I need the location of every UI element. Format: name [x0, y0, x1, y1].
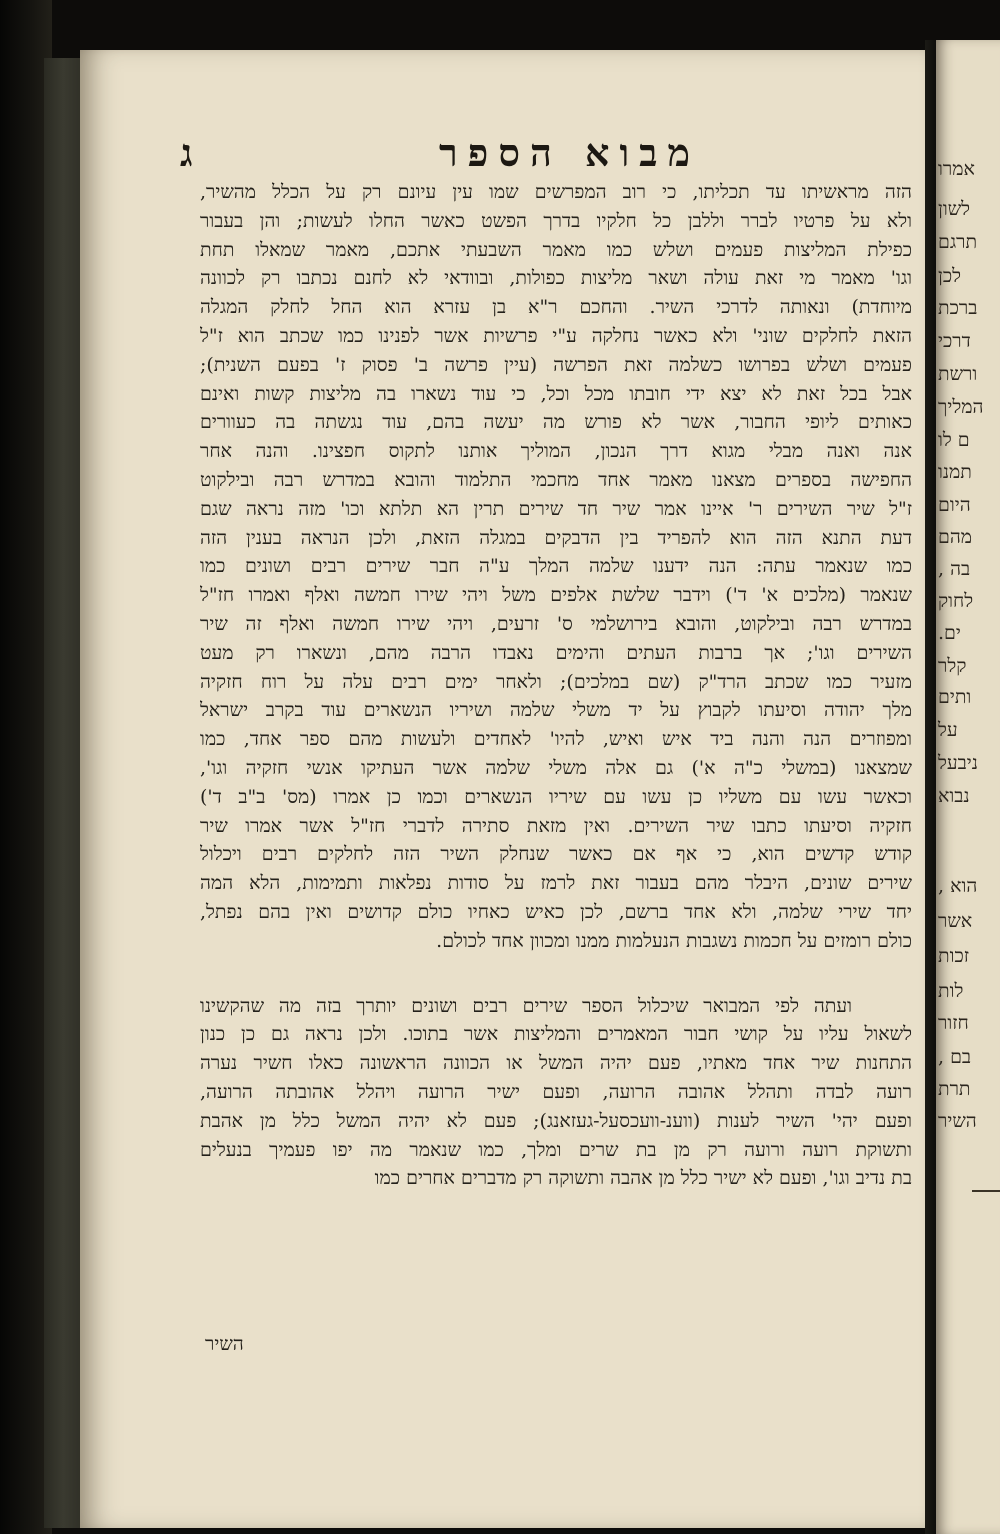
- text-line: מיוחדת) ונאותה לדרכי השיר. והחכם ר"א בן עזרא הוא החל לחלק המגלה: [200, 296, 912, 319]
- adjacent-page-fragment: אשר: [938, 910, 973, 932]
- text-line: במדרש רבה ובילקוט, והובא בירושלמי ס' זרעים, ויהי שירו חמשה ואלף זה שיר: [200, 612, 912, 635]
- adjacent-page-fragment: לחוק: [938, 590, 974, 612]
- text-line: אנה ואנה מבלי מגוא דרך הנכון, המוליך אותנו לתקוס חפצינו. והנה אחר: [200, 440, 912, 463]
- text-line: וכאשר עשו עם משליו כן עשו עם שיריו הנשארים וכמו כן אמרו (מס' ב"ב ד'): [200, 785, 912, 808]
- catchword: השיר: [205, 1333, 244, 1355]
- adjacent-page-fragment: דרכי: [938, 330, 971, 352]
- text-line: ופעם יהי' השיר לענות (ווענ-וועכסעל-געזאנג); פעם לא יהיה המשל כלל מן אהבת: [200, 1109, 912, 1132]
- adjacent-page-fragment: תמנו: [938, 461, 972, 483]
- text-line: ומפוזרים הנה והנה ביד איש ואיש, להיו' לאחדים ולעשות מהם ספר אחד, כמו: [200, 728, 912, 751]
- adjacent-page-fragment: הוא ,: [938, 875, 978, 897]
- text-line: הזאת לחלקים שוני' ולא כאשר נחלקה ע"י פרשיות אשר לפנינו כמו שכתב הוא ז"ל: [200, 324, 912, 347]
- text-line: לשאול עליו על קושי חבור המאמרים והמליצות אשר בתוכו. ולכן נראה גם כן כנון: [200, 1023, 912, 1046]
- text-line: כפילת המליצות פעמים ושלש כמו מאמר השבעתי אתכם, מאמר שמאלו תחת: [200, 238, 912, 261]
- text-line: ותשוקת רועה ורועה רק מן בת שרים ומלך, כמו שנאמר מה יפו פעמיך בנעלים: [200, 1138, 912, 1161]
- adjacent-page-fragment: נבוא: [938, 785, 970, 807]
- adjacent-page-fragment: המליך: [938, 396, 984, 418]
- adjacent-page-fragment: ותים: [938, 686, 972, 708]
- text-line: שירים שונים, היבלר מהם בעבור זאת לרמז על סודות נפלאות ותמימות, הלא המה: [200, 872, 912, 895]
- text-line: ועתה לפי המבואר שיכלול הספר שירים רבים ושונים יותרך בזה מה שהקשינו: [200, 994, 852, 1017]
- adjacent-page-fragment: על: [938, 719, 958, 741]
- text-line: החפישה בספרים מצאנו מאמר אחד מחכמי התלמוד והובא במדרש רבה ובילקוט: [200, 468, 912, 491]
- text-line: מזעיר כמו שכתב הרד"ק (שם במלכים); ולאחר ימים רבים עלה על רוח חזקיה: [200, 670, 912, 693]
- paragraph-gap: [200, 956, 912, 992]
- text-line: פעמים ושלש בפרושו כשלמה זאת הפרשה (עיין פרשה ב' פסוק ז' בפעם השנית);: [200, 353, 912, 376]
- text-line: חזקיה וסיעתו כתבו שיר השירים. ואין מזאת סתירה לדברי חז"ל אשר אמרו שיר: [200, 814, 912, 837]
- text-line: יחד שירי שלמה, ולא אחד ברשם, לכן כאיש כאחיו כולם קדושים ואין בהם נפתל,: [200, 900, 912, 923]
- adjacent-page-fragment: השיר: [938, 1110, 977, 1132]
- text-line: ולא על פרטיו לברר וללבן כל חלקיו בדרך הפשט כאשר החלו לעשות; והן בעבור: [200, 209, 912, 232]
- adjacent-page-fragment: בה ,: [938, 558, 971, 580]
- adjacent-page-fragment: ניבעל: [938, 752, 978, 774]
- adjacent-page-fragment: לות: [938, 980, 964, 1002]
- adjacent-page-fragment: מהם: [938, 526, 973, 548]
- adjacent-page-edge: [936, 40, 1000, 1534]
- adjacent-page-fragment: קלר: [938, 655, 967, 677]
- body-text: [200, 178, 912, 1193]
- adjacent-page-fragment: זכות: [938, 945, 970, 967]
- adjacent-page-fragment: לכן: [938, 265, 962, 287]
- text-line: שמצאנו (במשלי כ"ה א') גם אלה משלי שלמה אשר העתיקו אנשי חזקיה וגו',: [200, 756, 912, 779]
- text-line: בת נדיב וגו', ופעם לא ישיר כלל מן אהבה ותשוקה רק מדברים אחרים כמו: [374, 1167, 912, 1190]
- text-line: התחנות שיר אחד מאתיו, פעם יהיה המשל או הכוונה הראשונה כאלו חשיר נערה: [200, 1052, 912, 1075]
- adjacent-page-rule: [972, 1190, 1000, 1192]
- adjacent-page-fragment: אמרו: [938, 158, 975, 180]
- page-number: ג: [180, 130, 193, 175]
- adjacent-page-fragment: ורשת: [938, 363, 978, 385]
- text-line: מלך יהודה וסיעתו לקבוץ על יד משלי שלמה ושיריו הנשארים עוד בקרב ישראל: [200, 699, 912, 722]
- text-line: רועה לבדה ותהלל אהובה הרועה, ופעם ישיר הרועה ויהלל אהובתה הרועה,: [200, 1080, 912, 1103]
- adjacent-page-fragment: תרת: [938, 1078, 971, 1100]
- text-line: קודש קדשים הוא, כי אף אם כאשר שנחלק השיר הזה לחלקים רבים ויכלול: [200, 843, 912, 866]
- adjacent-page-fragment: ים.: [938, 622, 961, 644]
- text-line: כולם רומזים על חכמות נשגבות הנעלמות ממנו ומכוון אחד לכולם.: [436, 929, 912, 952]
- adjacent-page-fragment: בם ,: [938, 1046, 972, 1068]
- text-line: דעת התנא הזה הוא להפריד בין הדבקים במגלה הזאת, ולכן הנראה בענין הזה: [200, 526, 912, 549]
- text-line: שנאמר (מלכים א' ד') וידבר שלשת אלפים משל ויהי שירו חמשה ואלף ואמרו חז"ל: [200, 584, 912, 607]
- text-line: כמו שנאמר עתה: הנה ידענו שלמה המלך ע"ה חבר שירים רבים ושונים כמו: [200, 555, 912, 578]
- adjacent-page-fragment: ברכת: [938, 297, 978, 319]
- text-line: ז"ל שיר השירים ר' איינו אמר שיר חד שירים תרין הא תלתא וכו' מזה נראה שגם: [200, 497, 912, 520]
- adjacent-page-fragment: חזור: [938, 1012, 969, 1034]
- adjacent-page-fragment: היום: [938, 494, 971, 516]
- text-line: אבל בכל זאת לא יצא ידי חובתו מכל וכל, כי עוד נשארו בה מליצות קשות ואינם: [200, 382, 912, 405]
- adjacent-page-fragment: לשון: [938, 198, 971, 220]
- text-line: השירים וגו'; אך ברבות העתים והימים נאבדו הרבה מהם, ונשארו רק מעט: [200, 641, 912, 664]
- adjacent-page-fragment: ם לו: [938, 429, 970, 451]
- text-line: כאותים ליופי החבור, אשר לא פורש מה יעשה בהם, עוד נגשתה בה כעוורים: [200, 411, 912, 434]
- adjacent-page-fragment: תרגם: [938, 231, 978, 253]
- page-header: [180, 130, 700, 174]
- page-title: מבוא הספר: [439, 130, 700, 175]
- text-line: הזה מראשיתו עד תכליתו, כי רוב המפרשים שמו עין עיונם רק על הכלל מהשיר,: [200, 181, 912, 203]
- text-line: וגו' מאמר מי זאת עולה ושאר מליצות כפולות, ובוודאי לא לחנם נכתבו רק לכוונה: [200, 267, 912, 290]
